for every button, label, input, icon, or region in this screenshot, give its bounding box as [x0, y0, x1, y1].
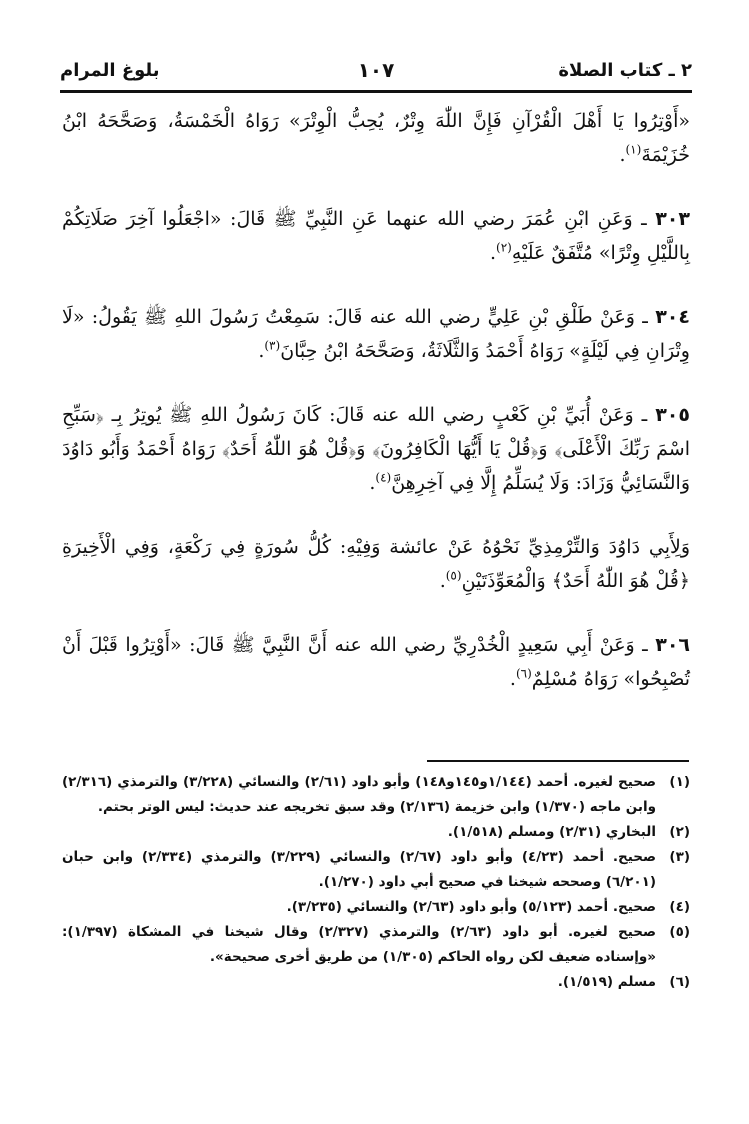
hadith-number: ٣٠٥ — [655, 404, 690, 426]
hadith-paragraph: ٣٠٤ ـ وَعَنْ طَلْقِ بْنِ عَلِيٍّ رضي الله عنه قَالَ: سَمِعْتُ رَسُولَ اللهِ ﷺ يَقُولُ: «لَا وِتْرَانِ فِي لَيْلَةٍ» رَوَاهُ أَحْمَدُ وَالثَّلَاثَةُ، وَصَحَّحَهُ ابْنُ حِبَّانَ$^{(٣)}$. — [62, 306, 690, 362]
footnote-ref: (١) — [625, 142, 642, 157]
footnote — [62, 920, 690, 970]
footnote-ref: (٤) — [375, 470, 392, 485]
footnote-text: صحيح لغيره. أبو داود (٢/٦٣) والترمذي (٢/٣٢٧) وقال شيخنا في المشكاة (١/٣٩٧): «وإسناده ضعيف لكن رواه الحاكم (١/٣٠٥) من طريق أخرى صحيحة». — [62, 924, 657, 965]
footnote-ref: (٦) — [515, 666, 532, 681]
footnote-number: (٤) — [669, 899, 690, 915]
hadith-paragraph: «أَوْتِرُوا يَا أَهْلَ الْقُرْآنِ فَإِنَّ اللّٰهَ وِتْرٌ، يُحِبُّ الْوِتْرَ» رَوَاهُ الْخَمْسَةُ، وَصَحَّحَهُ ابْنُ خُزَيْمَةَ$^{(١)}$. — [62, 110, 690, 166]
hadith-text: وَعَنْ أُبَيِّ بْنِ كَعْبٍ رضي الله عنه قَالَ: كَانَ رَسُولُ اللهِ ﷺ يُوتِرُ بِـ ﴿سَبِّحِ اسْمَ رَبِّكَ الْأَعْلَى﴾ وَ﴿قُلْ يَا أَيُّهَا الْكَافِرُونَ﴾ وَ﴿قُلْ هُوَ اللّٰهُ أَحَدٌ﴾ رَوَاهُ أَحْمَدُ وَأَبُو دَاوُدَ وَالنَّسَائِيُّ وَزَادَ: وَلَا يُسَلِّمُ إِلَّا فِي آخِرِهِنَّ — [62, 404, 690, 494]
footnote-ref: (٢) — [496, 240, 512, 255]
footnote-text: صحيح لغيره. أحمد (١/١٤٤و١٤٥و١٤٨) وأبو داود (٢/٦١) والنسائي (٣/٢٢٨) والترمذي (٢/٣١٦) وابن ماجه (١/٣٧٠) وابن خزيمة (٢/١٣٦) وقد سبق تخريجه عند حديث: ليس الوتر بحتم. — [62, 774, 657, 815]
footnote-text: البخاري (٢/٣١) ومسلم (١/٥١٨). — [447, 824, 656, 840]
hadith-paragraph: وَلِأَبِي دَاوُدَ وَالتِّرْمِذِيِّ نَحْوُهُ عَنْ عائشة وَفِيْهِ: كُلُّ سُورَةٍ فِي رَكْعَةٍ، وَفِي الْأَخِيرَةِ ﴿قُلْ هُوَ اللّٰهُ أَحَدٌ﴾ وَالْمُعَوِّذَتَيْنِ$^{(٥)}$. — [62, 536, 690, 592]
footnote — [62, 895, 690, 920]
book-title: بلوغ المرام — [60, 60, 160, 81]
chapter-title: ٢ ـ كتاب الصلاة — [558, 60, 692, 81]
page-number: ١٠٧ — [357, 58, 395, 82]
hadith-text: وَعَنْ طَلْقِ بْنِ عَلِيٍّ رضي الله عنه قَالَ: سَمِعْتُ رَسُولَ اللهِ ﷺ يَقُولُ: «لَا وِتْرَانِ فِي لَيْلَةٍ» رَوَاهُ أَحْمَدُ وَالثَّلَاثَةُ، وَصَحَّحَهُ ابْنُ حِبَّانَ — [62, 306, 690, 362]
header-rule — [60, 90, 692, 93]
hadith-text: وَلِأَبِي دَاوُدَ وَالتِّرْمِذِيِّ نَحْوُهُ عَنْ عائشة وَفِيْهِ: كُلُّ سُورَةٍ فِي رَكْعَةٍ، وَفِي الْأَخِيرَةِ ﴿قُلْ هُوَ اللّٰهُ أَحَدٌ﴾ وَالْمُعَوِّذَتَيْنِ — [62, 536, 690, 592]
footnote-text: مسلم (١/٥١٩). — [557, 974, 656, 990]
footnote — [62, 770, 690, 820]
hadith-number: ٣٠٤ — [655, 306, 690, 328]
hadith-paragraph: ٣٠٣ ـ وَعَنِ ابْنِ عُمَرَ رضي الله عنهما عَنِ النَّبِيِّ ﷺ قَالَ: «اجْعَلُوا آخِرَ صَلَاتِكُمْ بِاللَّيْلِ وِتْرًا» مُتَّفَقٌ عَلَيْهِ$^{(٢)}$. — [62, 208, 690, 264]
hadith-paragraph: ٣٠٥ ـ وَعَنْ أُبَيِّ بْنِ كَعْبٍ رضي الله عنه قَالَ: كَانَ رَسُولُ اللهِ ﷺ يُوتِرُ بِـ ﴿سَبِّحِ اسْمَ رَبِّكَ الْأَعْلَى﴾ وَ﴿قُلْ يَا أَيُّهَا الْكَافِرُونَ﴾ وَ﴿قُلْ هُوَ اللّٰهُ أَحَدٌ﴾ رَوَاهُ أَحْمَدُ وَأَبُو دَاوُدَ وَالنَّسَائِيُّ وَزَادَ: وَلَا يُسَلِّمُ إِلَّا فِي آخِرِهِنَّ$^{(٤)}$. — [62, 404, 690, 494]
main-text — [62, 104, 690, 696]
footnote-number: (١) — [669, 774, 690, 790]
footnote-rule — [427, 760, 689, 762]
footnote-text: صحيح. أحمد (٤/٢٣) وأبو داود (٢/٦٧) والنسائي (٣/٢٢٩) والترمذي (٢/٣٣٤) وابن حبان (٦/٢٠١) وصححه شيخنا في صحيح أبي داود (١/٢٧٠). — [62, 849, 657, 890]
footnote-number: (٥) — [669, 924, 690, 940]
footnote-ref: (٥) — [445, 568, 462, 583]
hadith-number: ٣٠٦ — [655, 634, 691, 656]
footnote-ref: (٣) — [264, 338, 281, 353]
hadith-number: ٣٠٣ — [655, 208, 690, 230]
footnote-number: (٦) — [669, 974, 690, 990]
hadith-text: «أَوْتِرُوا يَا أَهْلَ الْقُرْآنِ فَإِنَّ اللّٰهَ وِتْرٌ، يُحِبُّ الْوِتْرَ» رَوَاهُ الْخَمْسَةُ، وَصَحَّحَهُ ابْنُ خُزَيْمَةَ — [62, 110, 690, 166]
footnote-number: (٢) — [669, 824, 690, 840]
running-header — [60, 58, 692, 88]
footnote — [62, 970, 690, 995]
footnote — [62, 820, 690, 845]
footnote — [62, 845, 690, 895]
hadith-paragraph: ٣٠٦ ـ وَعَنْ أَبِي سَعِيدٍ الْخُدْرِيِّ رضي الله عنه أَنَّ النَّبِيَّ ﷺ قَالَ: «أَوْتِرُوا قَبْلَ أَنْ تُصْبِحُوا» رَوَاهُ مُسْلِمٌ$^{(٦)}$. — [62, 634, 691, 690]
footnotes — [62, 770, 690, 995]
footnote-text: صحيح. أحمد (٥/١٢٣) وأبو داود (٢/٦٣) والنسائي (٣/٢٣٥). — [286, 899, 656, 915]
hadith-text: وَعَنِ ابْنِ عُمَرَ رضي الله عنهما عَنِ النَّبِيِّ ﷺ قَالَ: «اجْعَلُوا آخِرَ صَلَاتِكُمْ بِاللَّيْلِ وِتْرًا» مُتَّفَقٌ عَلَيْهِ — [62, 208, 690, 264]
footnote-number: (٣) — [669, 849, 690, 865]
hadith-text: وَعَنْ أَبِي سَعِيدٍ الْخُدْرِيِّ رضي الله عنه أَنَّ النَّبِيَّ ﷺ قَالَ: «أَوْتِرُوا قَبْلَ أَنْ تُصْبِحُوا» رَوَاهُ مُسْلِمٌ — [62, 634, 690, 690]
